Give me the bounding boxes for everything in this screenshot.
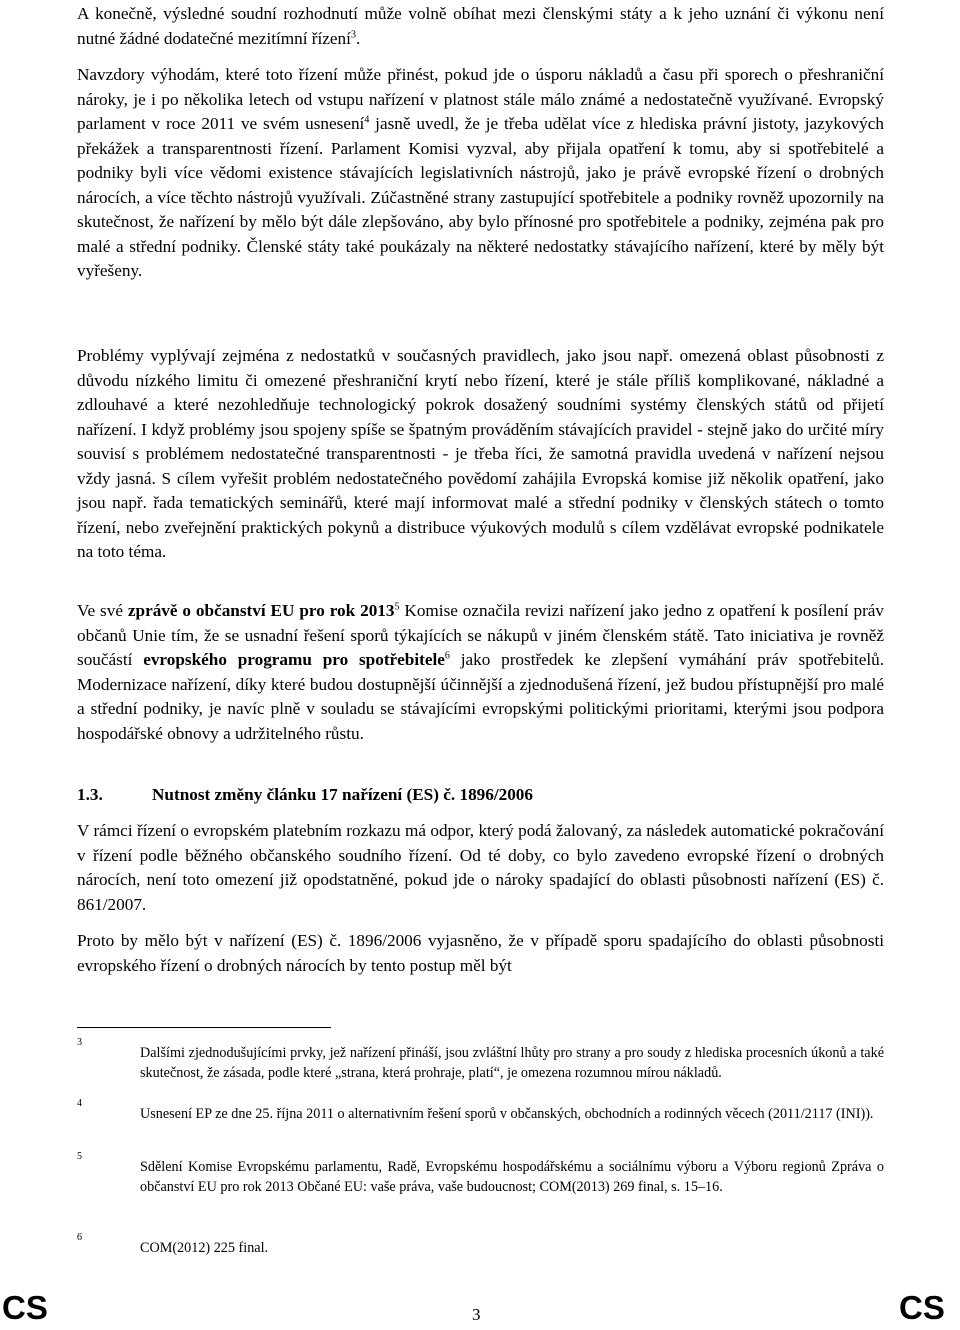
- footnote-3: [77, 1037, 884, 1083]
- section-number: 1.3.: [77, 785, 103, 804]
- paragraph-6: Proto by mělo být v nařízení (ES) č. 1896/2006 vyjasněno, že v případě sporu spadajícího do oblasti působnosti evropského řízení o drobných nárocích by tento postup měl být: [77, 931, 884, 975]
- paragraph-5: V rámci řízení o evropském platebním rozkazu má odpor, který podá žalovaný, za následek automatické pokračování v řízení podle běžného občanského soudního řízení. Od té doby, co bylo zavedeno evropské řízení o drobných nárocích, není toto omezení již opodstatněné, pokud jde o nároky spadající do oblasti působnosti nařízení (ES) č. 861/2007.: [77, 821, 884, 914]
- footnote-mark: 4: [77, 1098, 82, 1109]
- footnote-text: Dalšími zjednodušujícími prvky, jež nařízení přináší, jsou zvláštní lhůty pro strany a pro soudy z hlediska procesních úkonů a také skutečnost, že zásada, podle které „strana, která prohraje, platí“, je omezena rozumnou mírou nákladů.: [140, 1045, 884, 1082]
- footer-language-left: CS: [2, 1289, 48, 1326]
- paragraph-1: A konečně, výsledné soudní rozhodnutí může volně obíhat mezi členskými státy a k jeho uznání či výkonu není nutné žádné dodatečné mezitímní řízení$^3$.: [77, 4, 884, 48]
- footnote-5: [77, 1151, 884, 1197]
- footer-language-right: CS: [899, 1289, 945, 1326]
- footnote-mark: 6: [77, 1232, 82, 1243]
- footnote-ref-6[interactable]: 6: [444, 650, 450, 662]
- footnote-ref-4[interactable]: 4: [364, 114, 370, 126]
- footnote-6: [77, 1232, 884, 1258]
- footnote-ref-3[interactable]: 3: [350, 28, 356, 40]
- footnote-ref-5[interactable]: 5: [394, 601, 400, 613]
- footnote-mark: 3: [77, 1037, 82, 1048]
- footnote-mark: 5: [77, 1151, 82, 1162]
- bold-citizenship-report: zprávě o občanství EU pro rok 2013: [127, 601, 395, 620]
- paragraph-3: Problémy vyplývají zejména z nedostatků v současných pravidlech, jako jsou např. omezená oblast působnosti z důvodu nízkého limitu či omezené přeshraniční krytí nebo řízení, které je stále příliš komplikované, nákladné a zdlouhavé a které nezohledňuje technologický pokrok dosažený soudními systémy členských států od přijetí nařízení. I když problémy jsou spojeny spíše se špatným prováděním stávajících pravidel - stejně jako do určité míry souvisí s problémem nedostatečné transparentnosti - je třeba říci, že samotná pravidla uvedená v nařízení nejsou vždy jasná. S cílem vyřešit problém nedostatečného povědomí zahájila Evropská komise již několik opatření, jako jsou např. řada tematických seminářů, které mají informovat malé a střední podniky v členských státech o tomto řízení, nebo zveřejnění praktických pokynů a distribuce výukových modulů s cílem vzdělávat evropské podnikatele na toto téma.: [77, 346, 884, 561]
- footnote-text: Usnesení EP ze dne 25. října 2011 o alternativním řešení sporů v občanských, obchodních a rodinných věcech (2011/2117 (INI)).: [140, 1106, 874, 1122]
- page-number: 3: [472, 1305, 481, 1324]
- paragraph-2: Navzdory výhodám, které toto řízení může přinést, pokud jde o úsporu nákladů a času při sporech o přeshraniční nároky, je i po několika letech od vstupu nařízení v platnost stále málo známé a nedostatečně využívané. Evropský parlament v roce 2011 ve svém usnesení$^4$ jasně uvedl, že je třeba udělat více z hlediska právní jistoty, jazykových překážek a transparentnosti řízení. Parlament Komisi vyzval, aby přijala opatření k tomu, aby si spotřebitelé a podniky byli více vědomi existence stávajících legislativních nástrojů, jako je právě evropské řízení o drobných nárocích, a více těchto nástrojů využívali. Zúčastněné strany zastupující spotřebitele a podniky rovněž upozornily na skutečnost, že nařízení by mělo být dále zlepšováno, aby bylo přínosné pro spotřebitele a podniky, zejména pak pro malé a střední podniky. Členské státy také poukázaly na některé nedostatky stávajícího nařízení, které by měly být vyřešeny.: [77, 65, 884, 280]
- footnote-separator: [77, 1027, 331, 1028]
- footnote-4: [77, 1098, 884, 1124]
- footnote-text: Sdělení Komise Evropskému parlamentu, Radě, Evropskému hospodářskému a sociálnímu výboru a Výboru regionů Zpráva o občanství EU pro rok 2013 Občané EU: vaše práva, vaše budoucnost; COM(2013) 269 final, s. 15–16.: [140, 1159, 884, 1196]
- section-title: Nutnost změny článku 17 nařízení (ES) č. 1896/2006: [152, 785, 533, 804]
- footnote-text: COM(2012) 225 final.: [140, 1240, 269, 1256]
- section-heading: [77, 783, 884, 807]
- bold-consumer-programme: evropského programu pro spotřebitele: [143, 650, 445, 669]
- paragraph-4: Ve své zprávě o občanství EU pro rok 2013$^5$ Komise označila revizi nařízení jako jedno z opatření k posílení práv občanů Unie tím, že se usnadní řešení sporů týkajících se nákupů v jiném členském státě. Tato iniciativa je rovněž součástí evropského programu pro spotřebitele$^6$ jako prostředek ke zlepšení vymáhání práv spotřebitelů. Modernizace nařízení, díky které budou dostupnější účinnější a zjednodušená řízení, jež budou přístupnější pro malé a střední podniky, je navíc plně v souladu se stávajícími evropskými politickými prioritami, kterými jsou podpora hospodářské obnovy a udržitelného růstu.: [77, 601, 885, 743]
